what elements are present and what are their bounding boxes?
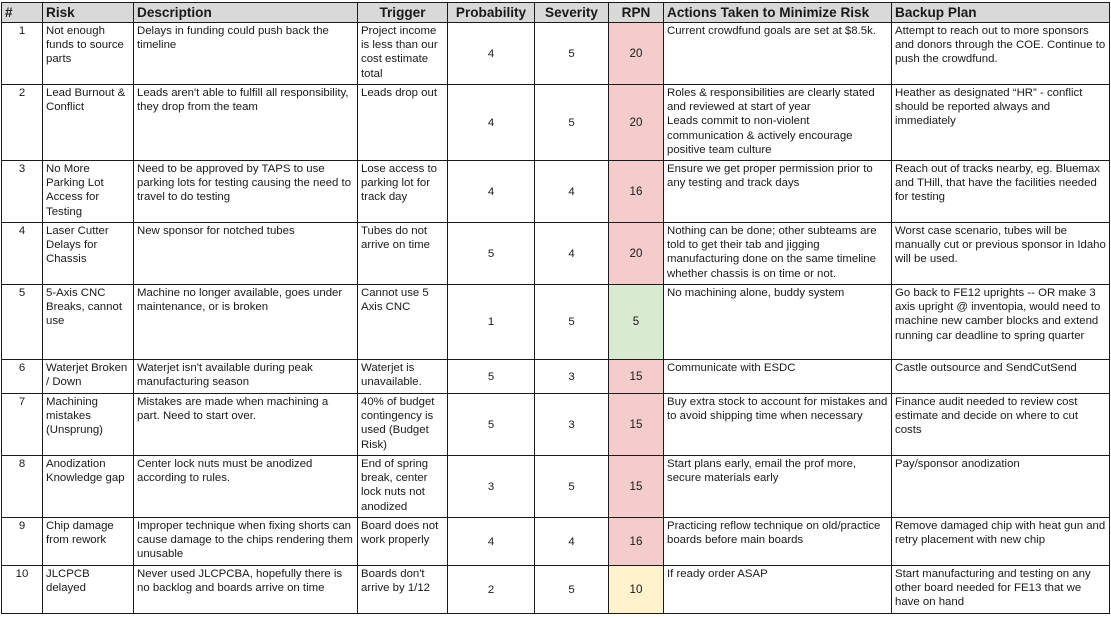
description-cell: Need to be approved by TAPS to use parking lots for testing causing the need to travel to do testing xyxy=(134,161,358,223)
trigger-cell: Board does not work properly xyxy=(358,518,448,566)
description-cell: Never used JLCPCBA, hopefully there is no backlog and boards arrive on time xyxy=(134,566,358,614)
risk-cell: No More Parking Lot Access for Testing xyxy=(43,161,134,223)
trigger-cell: Waterjet is unavailable. xyxy=(358,360,448,394)
row-num: 7 xyxy=(2,394,43,456)
risk-cell: Lead Burnout & Conflict xyxy=(43,85,134,161)
description-cell: New sponsor for notched tubes xyxy=(134,223,358,285)
table-row xyxy=(2,223,1110,285)
description-cell: Machine no longer available, goes under maintenance, or is broken xyxy=(134,285,358,360)
severity-cell: 3 xyxy=(535,394,609,456)
probability-cell: 5 xyxy=(448,223,535,285)
row-num: 10 xyxy=(2,566,43,614)
row-num: 5 xyxy=(2,285,43,360)
backup-cell: Worst case scenario, tubes will be manually cut or previous sponsor in Idaho will be used. xyxy=(892,223,1110,285)
backup-cell: Finance audit needed to review cost estimate and decide on where to cut costs xyxy=(892,394,1110,456)
description-cell: Waterjet isn't available during peak manufacturing season xyxy=(134,360,358,394)
description-cell: Delays in funding could push back the timeline xyxy=(134,23,358,85)
risk-cell: 5-Axis CNC Breaks, cannot use xyxy=(43,285,134,360)
risk-cell: Not enough funds to source parts xyxy=(43,23,134,85)
probability-cell: 5 xyxy=(448,394,535,456)
risk-table xyxy=(1,2,1110,614)
probability-cell: 2 xyxy=(448,566,535,614)
table-row xyxy=(2,85,1110,161)
description-cell: Leads aren't able to fulfill all responsibility, they drop from the team xyxy=(134,85,358,161)
backup-cell: Heather as designated “HR” - conflict should be reported always and immediately xyxy=(892,85,1110,161)
actions-cell: Communicate with ESDC xyxy=(664,360,892,394)
probability-cell: 4 xyxy=(448,161,535,223)
probability-cell: 4 xyxy=(448,23,535,85)
rpn-cell: 10 xyxy=(609,566,664,614)
trigger-cell: Project income is less than our cost estimate total xyxy=(358,23,448,85)
backup-cell: Go back to FE12 uprights -- OR make 3 axis upright @ inventopia, would need to machine new camber blocks and extend running car deadline to spring quarter xyxy=(892,285,1110,360)
header-backup: Backup Plan xyxy=(892,3,1110,23)
table-row xyxy=(2,285,1110,360)
severity-cell: 4 xyxy=(535,223,609,285)
rpn-cell: 16 xyxy=(609,518,664,566)
header-description: Description xyxy=(134,3,358,23)
header-row xyxy=(2,3,1110,23)
header-actions: Actions Taken to Minimize Risk xyxy=(664,3,892,23)
header-trigger: Trigger xyxy=(358,3,448,23)
row-num: 8 xyxy=(2,456,43,518)
risk-cell: Laser Cutter Delays for Chassis xyxy=(43,223,134,285)
table-row xyxy=(2,566,1110,614)
row-num: 9 xyxy=(2,518,43,566)
severity-cell: 3 xyxy=(535,360,609,394)
rpn-cell: 20 xyxy=(609,85,664,161)
probability-cell: 4 xyxy=(448,518,535,566)
actions-cell: Practicing reflow technique on old/practice boards before main boards xyxy=(664,518,892,566)
table-row xyxy=(2,360,1110,394)
trigger-cell: 40% of budget contingency is used (Budget Risk) xyxy=(358,394,448,456)
rpn-cell: 16 xyxy=(609,161,664,223)
trigger-cell: Cannot use 5 Axis CNC xyxy=(358,285,448,360)
severity-cell: 5 xyxy=(535,566,609,614)
rpn-cell: 20 xyxy=(609,223,664,285)
row-num: 1 xyxy=(2,23,43,85)
rpn-cell: 20 xyxy=(609,23,664,85)
severity-cell: 5 xyxy=(535,23,609,85)
actions-cell: Current crowdfund goals are set at $8.5k. xyxy=(664,23,892,85)
severity-cell: 4 xyxy=(535,518,609,566)
actions-cell: No machining alone, buddy system xyxy=(664,285,892,360)
table-row xyxy=(2,394,1110,456)
trigger-cell: Leads drop out xyxy=(358,85,448,161)
backup-cell: Start manufacturing and testing on any other board needed for FE13 that we have on hand xyxy=(892,566,1110,614)
table-row xyxy=(2,456,1110,518)
actions-cell: Buy extra stock to account for mistakes and to avoid shipping time when necessary xyxy=(664,394,892,456)
backup-cell: Remove damaged chip with heat gun and retry placement with new chip xyxy=(892,518,1110,566)
severity-cell: 5 xyxy=(535,456,609,518)
probability-cell: 1 xyxy=(448,285,535,360)
risk-cell: Anodization Knowledge gap xyxy=(43,456,134,518)
header-probability: Probability xyxy=(448,3,535,23)
severity-cell: 4 xyxy=(535,161,609,223)
description-cell: Mistakes are made when machining a part. Need to start over. xyxy=(134,394,358,456)
table-row xyxy=(2,161,1110,223)
header-severity: Severity xyxy=(535,3,609,23)
backup-cell: Pay/sponsor anodization xyxy=(892,456,1110,518)
probability-cell: 4 xyxy=(448,85,535,161)
risk-cell: JLCPCB delayed xyxy=(43,566,134,614)
rpn-cell: 5 xyxy=(609,285,664,360)
description-cell: Center lock nuts must be anodized according to rules. xyxy=(134,456,358,518)
header-risk: Risk xyxy=(43,3,134,23)
actions-cell: Nothing can be done; other subteams are told to get their tab and jigging manufacturing done on the same timeline whether chassis is on time or not. xyxy=(664,223,892,285)
rpn-cell: 15 xyxy=(609,394,664,456)
table-row xyxy=(2,518,1110,566)
rpn-cell: 15 xyxy=(609,360,664,394)
description-cell: Improper technique when fixing shorts can cause damage to the chips rendering them unusable xyxy=(134,518,358,566)
backup-cell: Castle outsource and SendCutSend xyxy=(892,360,1110,394)
rpn-cell: 15 xyxy=(609,456,664,518)
probability-cell: 5 xyxy=(448,360,535,394)
actions-cell: Ensure we get proper permission prior to any testing and track days xyxy=(664,161,892,223)
trigger-cell: Lose access to parking lot for track day xyxy=(358,161,448,223)
risk-cell: Machining mistakes (Unsprung) xyxy=(43,394,134,456)
row-num: 3 xyxy=(2,161,43,223)
severity-cell: 5 xyxy=(535,85,609,161)
trigger-cell: Tubes do not arrive on time xyxy=(358,223,448,285)
actions-cell: If ready order ASAP xyxy=(664,566,892,614)
backup-cell: Attempt to reach out to more sponsors and donors through the COE. Continue to push the crowdfund. xyxy=(892,23,1110,85)
actions-cell: Roles & responsibilities are clearly stated and reviewed at start of year Leads commit to non-violent communication & actively encourage positive team culture xyxy=(664,85,892,161)
risk-cell: Chip damage from rework xyxy=(43,518,134,566)
header-rpn: RPN xyxy=(609,3,664,23)
row-num: 4 xyxy=(2,223,43,285)
row-num: 6 xyxy=(2,360,43,394)
row-num: 2 xyxy=(2,85,43,161)
backup-cell: Reach out of tracks nearby, eg. Bluemax and THill, that have the facilities needed for testing xyxy=(892,161,1110,223)
severity-cell: 5 xyxy=(535,285,609,360)
probability-cell: 3 xyxy=(448,456,535,518)
table-row xyxy=(2,23,1110,85)
actions-cell: Start plans early, email the prof more, secure materials early xyxy=(664,456,892,518)
trigger-cell: End of spring break, center lock nuts not anodized xyxy=(358,456,448,518)
trigger-cell: Boards don't arrive by 1/12 xyxy=(358,566,448,614)
header-num: # xyxy=(2,3,43,23)
risk-cell: Waterjet Broken / Down xyxy=(43,360,134,394)
